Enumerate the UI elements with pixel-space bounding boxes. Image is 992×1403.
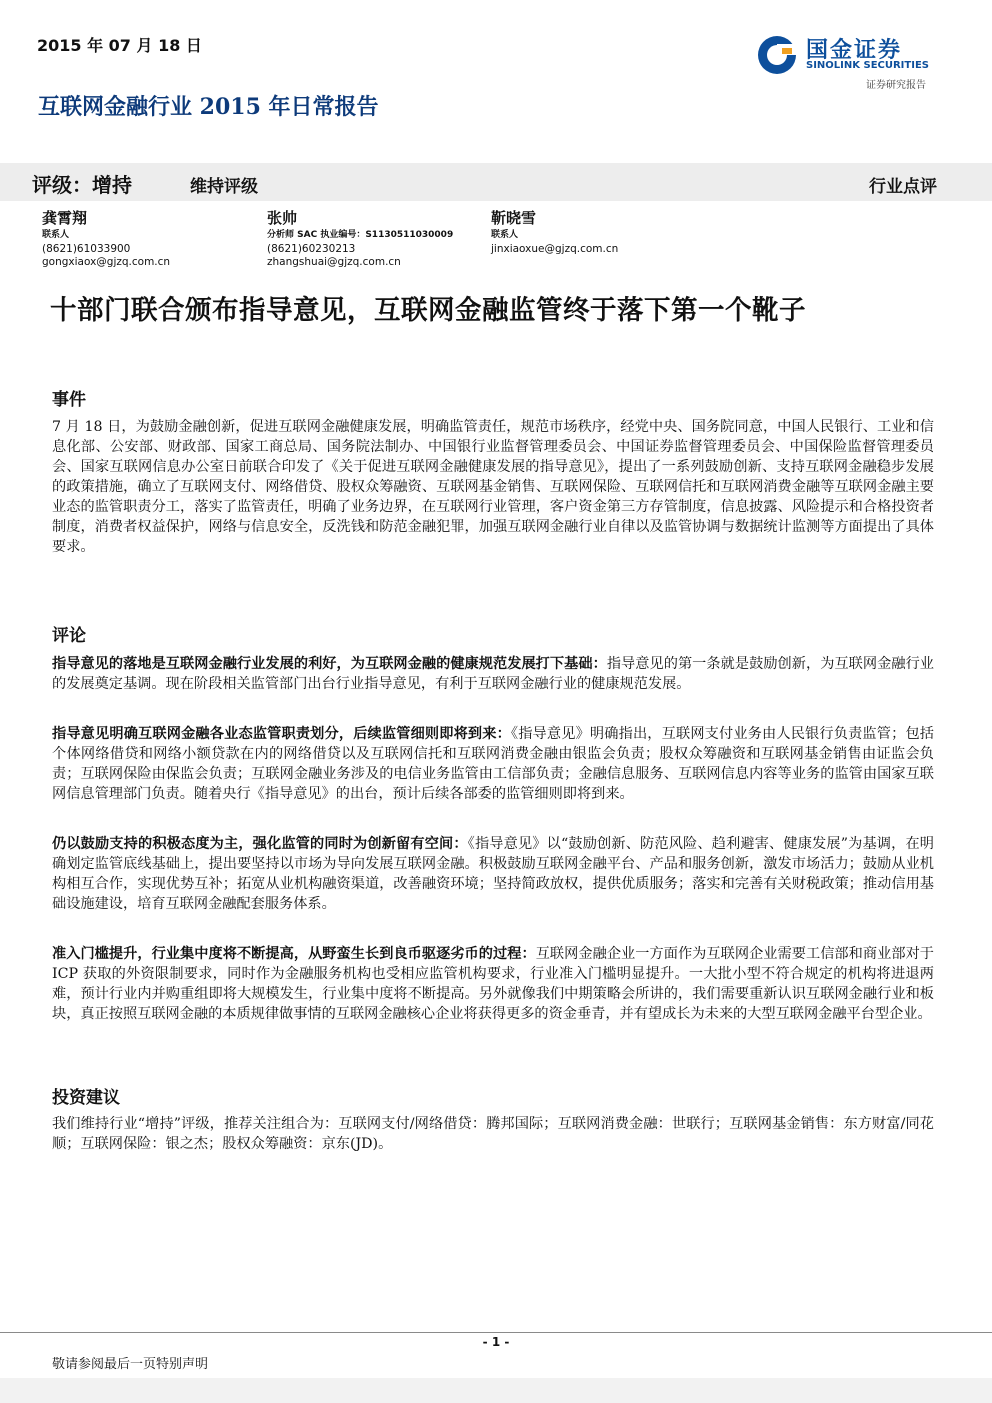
report-title: 互联网金融行业 2015 年日常报告 bbox=[38, 94, 379, 120]
report-type: 行业点评 bbox=[869, 177, 937, 197]
comment-paragraph bbox=[52, 724, 934, 804]
comment-lead: 准入门槛提升，行业集中度将不断提高，从野蛮生长到良币驱逐劣币的过程： bbox=[52, 946, 536, 962]
analyst-email[interactable]: zhangshuai@gjzq.com.cn bbox=[267, 256, 401, 268]
comment-body: 《指导意见》明确指出，互联网支付业务由人民银行负责监管；包括个体网络借贷和网络小额贷款在内的网络借贷以及互联网信托和互联网消费金融由银监会负责；股权众筹融资和互联网基金销售由证监会负责；互联网保险由保监会负责；互联网金融业务涉及的电信业务监管由工信部负责；金融信息服务、互联网信息内容等业务的监管由国家互联网信息管理部门负责。随着央行《指导意见》的出台，预计后续各部委的监管细则即将到来。 bbox=[52, 726, 934, 802]
analyst-name: 龚霄翔 bbox=[42, 209, 88, 227]
event-paragraph: 7 月 18 日，为鼓励金融创新，促进互联网金融健康发展，明确监管责任，规范市场秩序，经党中央、国务院同意，中国人民银行、工业和信息化部、公安部、财政部、国家工商总局、国务院法制办、中国银行业监督管理委员会、中国证券监督管理委员会、中国保险监督管理委员会、国家互联网信息办公室日前联合印发了《关于促进互联网金融健康发展的指导意见》，提出了一系列鼓励创新、支持互联网金融稳步发展的政策措施，确立了互联网支付、网络借贷、股权众筹融资、互联网基金销售、互联网保险、互联网信托和互联网消费金融等互联网金融主要业态的监管职责分工，落实了监管责任，明确了业务边界，在互联网行业管理，客户资金第三方存管制度，信息披露、风险提示和合格投资者制度，消费者权益保护，网络与信息安全，反洗钱和防范金融犯罪，加强互联网金融行业自律以及监管协调与数据统计监测等方面提出了具体要求。 bbox=[52, 419, 934, 555]
logo-chinese-name: 国金证券 bbox=[806, 38, 903, 63]
analyst-card bbox=[42, 208, 170, 270]
company-logo bbox=[756, 31, 946, 91]
analyst-email[interactable]: jinxiaoxue@gjzq.com.cn bbox=[491, 242, 619, 255]
page-number: - 1 - bbox=[482, 1335, 510, 1349]
comment-body: 指导意见的第一条就是鼓励创新，为互联网金融行业的发展奠定基调。现在阶段相关监管部门出台行业指导意见，有利于互联网金融行业的健康规范发展。 bbox=[52, 656, 934, 692]
bottom-band bbox=[0, 1378, 992, 1403]
rating-label: 评级：增持 bbox=[32, 173, 132, 197]
footer-divider bbox=[0, 1332, 992, 1333]
section-title-comment: 评论 bbox=[52, 626, 86, 646]
report-headline: 十部门联合颁布指导意见，互联网金融监管终于落下第一个靴子 bbox=[50, 295, 806, 326]
comment-paragraph bbox=[52, 834, 934, 914]
comment-body: 《指导意见》以“鼓励创新、防范风险、趋利避害、健康发展”为基调，在明确划定监管底线基础上，提出要坚持以市场为导向发展互联网金融。积极鼓励互联网金融平台、产品和服务创新，激发市场活力；鼓励从业机构相互合作，实现优势互补；拓宽从业机构融资渠道，改善融资环境；坚持简政放权，提供优质服务；落实和完善有关财税政策；推动信用基础设施建设，培育互联网金融配套服务体系。 bbox=[52, 836, 934, 912]
logo-subtitle: 证券研究报告 bbox=[866, 80, 926, 91]
comment-paragraph bbox=[52, 654, 934, 694]
footer-disclaimer: 敬请参阅最后一页特别声明 bbox=[52, 1357, 209, 1372]
analyst-phone: (8621)60230213 bbox=[267, 242, 356, 255]
rating-band bbox=[0, 163, 992, 201]
analyst-phone: (8621)61033900 bbox=[42, 242, 131, 255]
analyst-name: 张帅 bbox=[267, 209, 298, 227]
report-date: 2015 年 07 月 18 日 bbox=[37, 36, 202, 55]
analyst-email[interactable]: gongxiaox@gjzq.com.cn bbox=[42, 256, 171, 268]
advice-paragraph: 我们维持行业“增持”评级，推荐关注组合为：互联网支付/网络借贷：腾邦国际；互联网消费金融：世联行；互联网基金销售：东方财富/同花顺；互联网保险：银之杰；股权众筹融资：京东(JD)。 bbox=[52, 1116, 934, 1152]
comment-lead: 指导意见明确互联网金融各业态监管职责划分，后续监管细则即将到来： bbox=[52, 726, 511, 742]
logo-english-name: SINOLINK SECURITIES bbox=[806, 60, 929, 71]
comment-lead: 仍以鼓励支持的积极态度为主，强化监管的同时为创新留有空间： bbox=[52, 836, 468, 852]
comment-paragraph bbox=[52, 944, 934, 1024]
comment-body: 互联网金融企业一方面作为互联网企业需要工信部和商业部对于 ICP 获取的外资限制要求，同时作为金融服务机构也受相应监管机构要求，行业准入门槛明显提升。一大批小型不符合规定的机构将进退两难，预计行业内并购重组即将大规模发生，行业集中度将不断提高。另外就像我们中期策略会所讲的，我们需要重新认识互联网金融行业和板块，真正按照互联网金融的本质规律做事情的互联网金融核心企业将获得更多的资金垂青，并有望成长为未来的大型互联网金融平台型企业。 bbox=[52, 946, 934, 1022]
rating-note: 维持评级 bbox=[190, 177, 258, 197]
section-title-event: 事件 bbox=[52, 390, 86, 410]
sinolink-logo-icon bbox=[756, 34, 798, 76]
section-title-advice: 投资建议 bbox=[52, 1088, 120, 1108]
analyst-role: 联系人 bbox=[42, 230, 70, 240]
comment-lead: 指导意见的落地是互联网金融行业发展的利好，为互联网金融的健康规范发展打下基础： bbox=[52, 656, 607, 672]
analyst-role: 分析师 SAC 执业编号：S1130511030009 bbox=[267, 230, 454, 240]
analyst-card bbox=[267, 208, 453, 270]
analyst-role: 联系人 bbox=[491, 230, 519, 240]
analyst-card bbox=[491, 208, 618, 256]
analyst-name: 靳晓雪 bbox=[491, 209, 537, 227]
